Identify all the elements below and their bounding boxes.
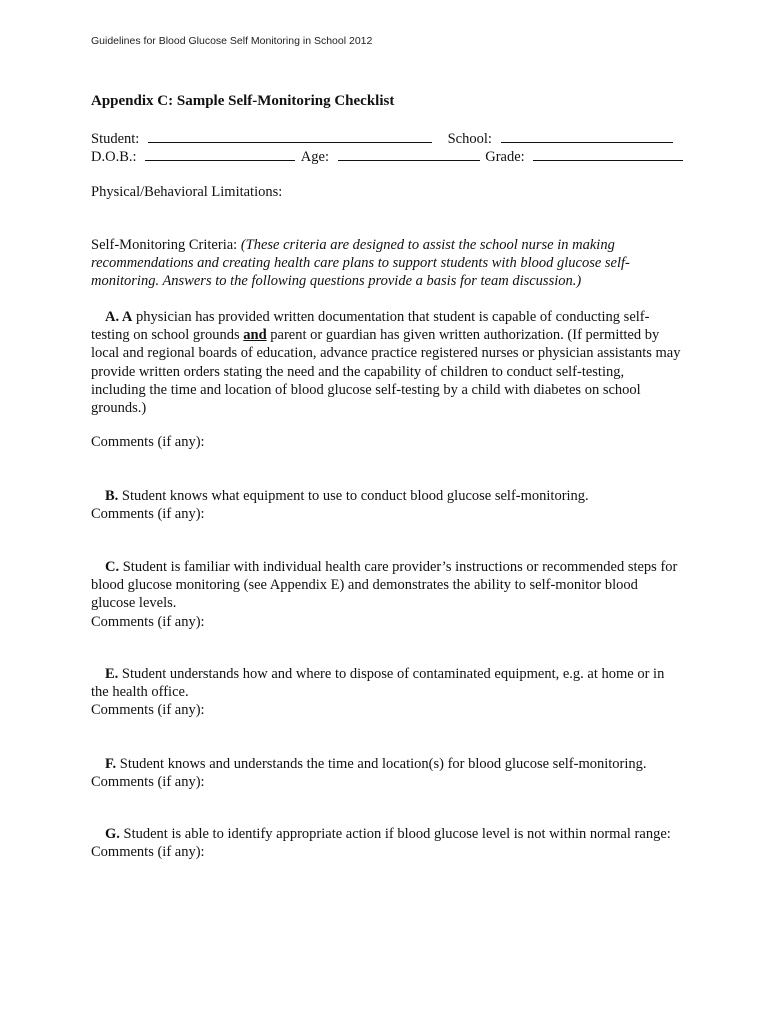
criteria-note: (These criteria are designed to assist the school nurse in making recommendations and creating health care plans to support students with blood glucose self-monitoring. Answers to the following questions provide a basis for team discussion.) (91, 237, 630, 290)
item-c-comments: Comments (if any): (91, 613, 205, 630)
grade-label: Grade: (485, 149, 525, 165)
item-e-letter: E. (105, 666, 119, 682)
item-c (91, 558, 681, 631)
item-a-letter: A. A (105, 309, 133, 325)
student-label: Student: (91, 131, 140, 147)
item-a (91, 308, 681, 417)
item-a-comments: Comments (if any): (91, 434, 205, 450)
age-label: Age: (300, 149, 329, 165)
criteria-paragraph (91, 236, 681, 291)
item-c-letter: C. (105, 559, 120, 575)
item-a-text-1: physician has provided written documentation that student is capable of conducting self-testing on school grounds (91, 309, 650, 344)
grade-blank-line[interactable] (533, 147, 683, 161)
item-f-comments: Comments (if any): (91, 774, 205, 791)
age-blank-line[interactable] (338, 147, 480, 161)
item-f-letter: F. (105, 756, 117, 772)
item-g-text: Student is able to identify appropriate action if blood glucose level is not within normal range: (119, 826, 671, 842)
item-g-letter: G. (105, 826, 120, 842)
item-b-comments: Comments (if any): (91, 506, 205, 523)
school-blank-line[interactable] (501, 129, 673, 143)
item-b-letter: B. (105, 488, 119, 504)
item-e-comments: Comments (if any): (91, 702, 205, 719)
item-a-text-2: parent or guardian has given written authorization. (If permitted by local and regional boards of education, advance practice registered nurses or physician assistants may provide written orders stating the need and the capability of children to conduct self-testing, including the time and location of blood glucose self-testing by a child with diabetes on school grounds.) (91, 327, 681, 417)
dob-blank-line[interactable] (145, 147, 295, 161)
item-b-text: Student knows what equipment to use to conduct blood glucose self-monitoring. (118, 488, 589, 504)
page-title: Appendix C: Sample Self-Monitoring Checklist (91, 93, 395, 109)
limitations-label: Physical/Behavioral Limitations: (91, 184, 283, 200)
item-b (91, 487, 681, 523)
item-g (91, 825, 681, 861)
item-a-emphasis: and (243, 327, 267, 344)
item-f-text: Student knows and understands the time and location(s) for blood glucose self-monitoring. (116, 756, 647, 772)
item-c-text: Student is familiar with individual health care provider’s instructions or recommended steps for blood glucose monitoring (see Appendix E) and demonstrates the ability to self-monitor blood glucose levels. (91, 559, 678, 612)
running-header: Guidelines for Blood Glucose Self Monitoring in School 2012 (91, 35, 373, 47)
dob-age-grade-row (91, 147, 691, 166)
student-school-row (91, 129, 691, 148)
item-e (91, 665, 681, 720)
item-g-comments: Comments (if any): (91, 844, 205, 861)
dob-label: D.O.B.: (91, 149, 137, 165)
item-f (91, 755, 681, 791)
criteria-label: Self-Monitoring Criteria: (91, 237, 238, 253)
item-e-text: Student understands how and where to dispose of contaminated equipment, e.g. at home or in the health office. (91, 666, 665, 701)
student-blank-line[interactable] (148, 129, 432, 143)
school-label: School: (447, 131, 492, 147)
